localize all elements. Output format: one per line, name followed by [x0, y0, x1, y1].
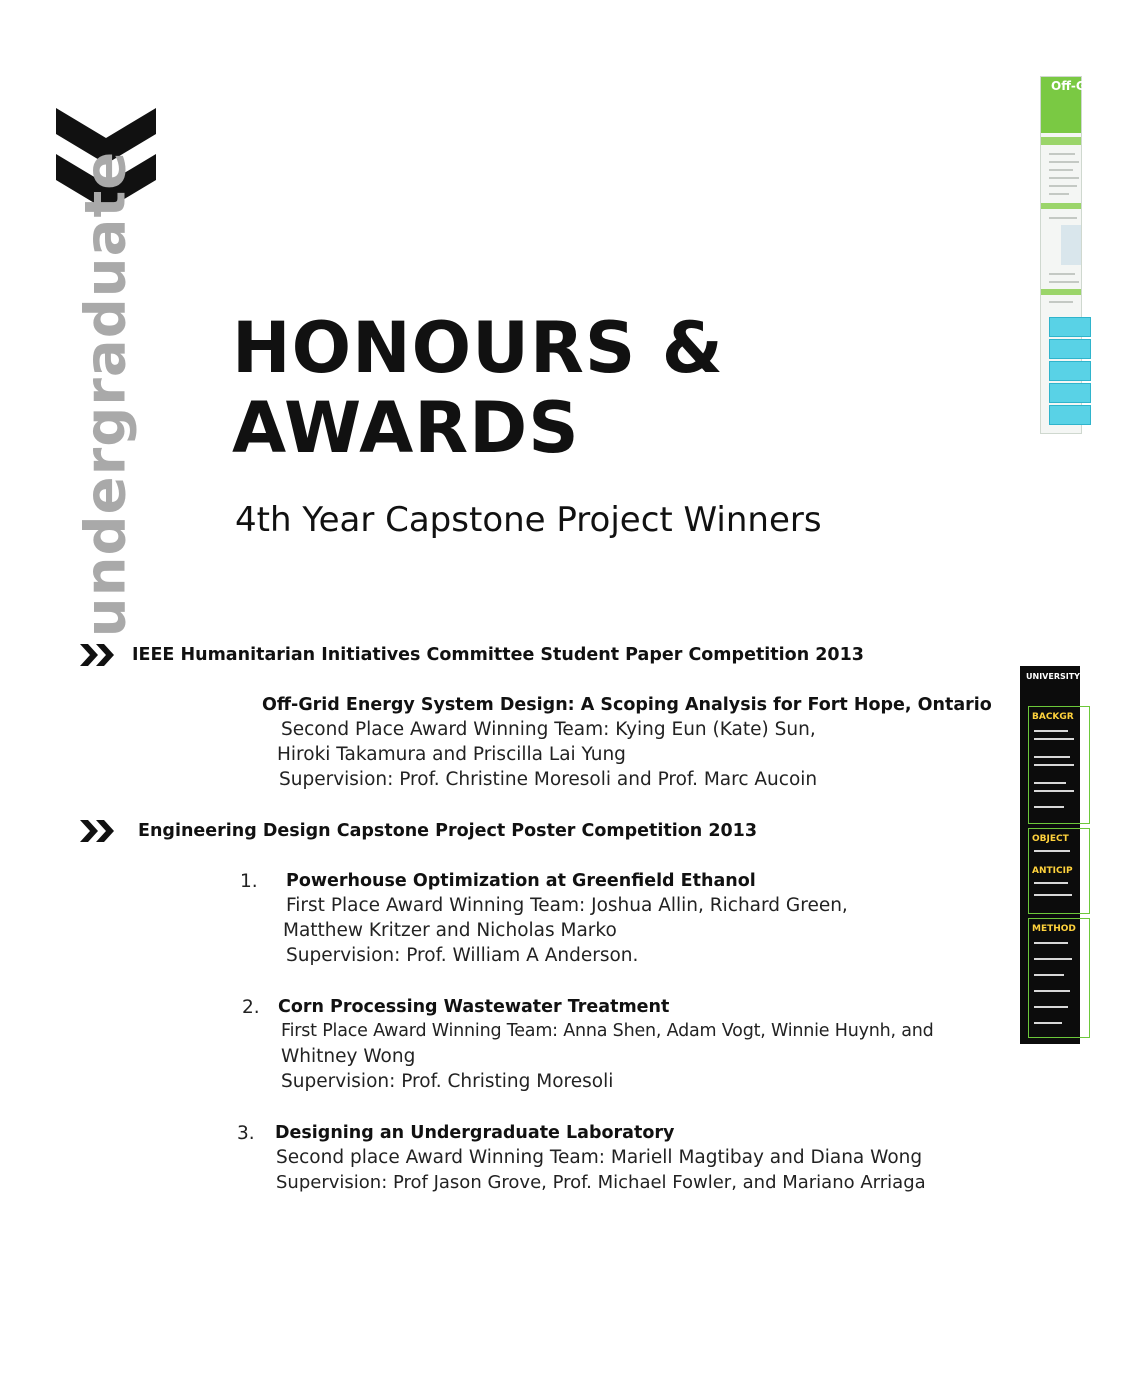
entry-number: 2.: [242, 997, 260, 1018]
poster-thumbnail-off-grid: Off-G: [1040, 76, 1082, 434]
entry-team: First Place Award Winning Team: Anna Shen, Adam Vogt, Winnie Huynh, and: [281, 1021, 934, 1041]
entry-team-continued: Whitney Wong: [281, 1046, 416, 1067]
entry-number: 1.: [240, 871, 258, 892]
entry-title-off-grid: Off-Grid Energy System Design: A Scoping Analysis for Fort Hope, Ontario: [262, 695, 992, 715]
double-chevron-right-icon: [80, 820, 116, 842]
page-title: HONOURS & AWARDS: [232, 307, 724, 469]
section-heading-ieee: IEEE Humanitarian Initiatives Committee Student Paper Competition 2013: [132, 645, 864, 665]
entry-number: 3.: [237, 1123, 255, 1144]
entry-team: Second place Award Winning Team: Mariell Magtibay and Diana Wong: [276, 1147, 923, 1168]
entry-team: Second Place Award Winning Team: Kying Eun (Kate) Sun,: [281, 719, 816, 740]
entry-supervision: Supervision: Prof. William A Anderson.: [286, 945, 639, 966]
entry-title-undergraduate-lab: Designing an Undergraduate Laboratory: [275, 1123, 675, 1143]
entry-team-continued: Matthew Kritzer and Nicholas Marko: [283, 920, 617, 941]
entry-team-continued: Hiroki Takamura and Priscilla Lai Yung: [277, 744, 626, 765]
entry-team: First Place Award Winning Team: Joshua Allin, Richard Green,: [286, 895, 848, 916]
entry-title-corn-processing: Corn Processing Wastewater Treatment: [278, 997, 670, 1017]
poster-thumbnail-waterloo: UNIVERSITY OF WATERLO BACKGR OBJECT ANTICIP METHOD: [1020, 666, 1080, 1044]
section-heading-poster-competition: Engineering Design Capstone Project Poster Competition 2013: [138, 821, 758, 841]
vertical-section-label: undergraduate: [73, 150, 139, 638]
page-subtitle: 4th Year Capstone Project Winners: [235, 500, 822, 540]
entry-supervision: Supervision: Prof. Christine Moresoli and Prof. Marc Aucoin: [279, 769, 818, 790]
entry-supervision: Supervision: Prof Jason Grove, Prof. Michael Fowler, and Mariano Arriaga: [276, 1172, 926, 1193]
double-chevron-right-icon: [80, 644, 116, 666]
entry-title-powerhouse: Powerhouse Optimization at Greenfield Ethanol: [286, 871, 756, 891]
entry-supervision: Supervision: Prof. Christing Moresoli: [281, 1071, 614, 1092]
